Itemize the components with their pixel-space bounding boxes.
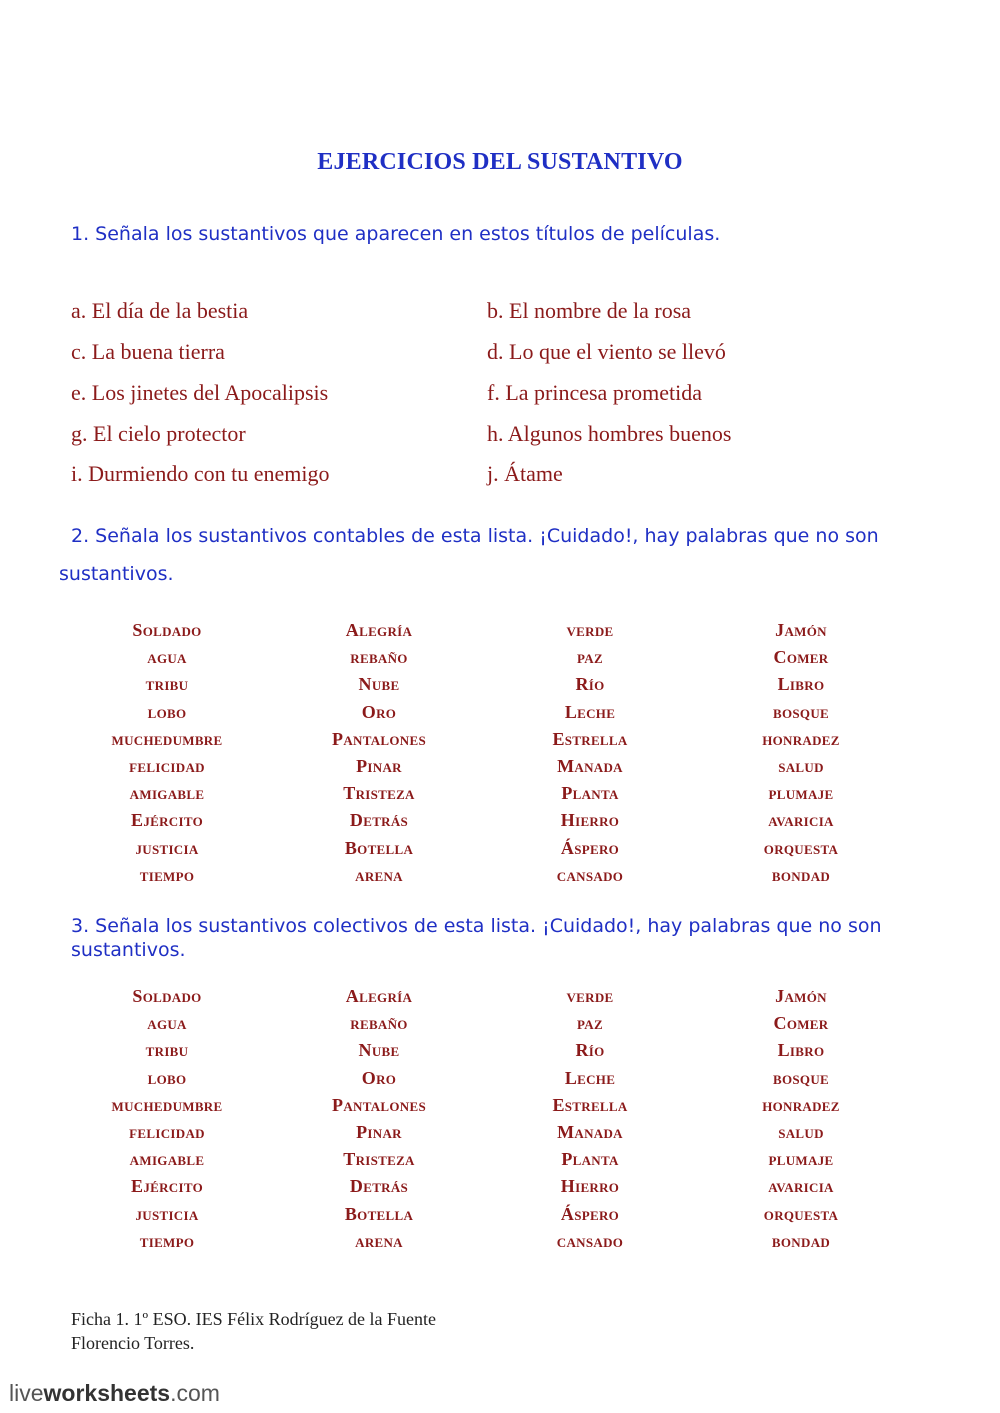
word-item[interactable]: agua [147, 1013, 187, 1033]
word-item[interactable]: verde [566, 620, 614, 640]
word-item[interactable]: avaricia [768, 1176, 834, 1196]
movie-title-item: j. Átame [487, 461, 563, 486]
word-item[interactable]: bondad [771, 865, 831, 885]
movie-title-item: a. El día de la bestia [71, 298, 249, 323]
word-item[interactable]: Botella [344, 838, 414, 858]
word-item[interactable]: Tristeza [343, 1149, 415, 1169]
movie-title-item: h. Algunos hombres buenos [487, 421, 732, 446]
word-item[interactable]: Áspero [560, 838, 620, 858]
word-item[interactable]: Planta [561, 1149, 619, 1169]
movie-title-item: g. El cielo protector [71, 421, 246, 446]
word-item[interactable]: tribu [145, 674, 189, 694]
word-item[interactable]: Estrella [552, 729, 628, 749]
word-item[interactable]: cansado [556, 865, 624, 885]
word-item[interactable]: Libro [777, 1040, 825, 1060]
word-item[interactable]: Pinar [356, 1122, 402, 1142]
word-item[interactable]: muchedumbre [111, 729, 223, 749]
word-item[interactable]: bondad [771, 1231, 831, 1251]
word-item[interactable]: lobo [147, 1068, 187, 1088]
word-item[interactable]: Botella [344, 1204, 414, 1224]
word-item[interactable]: tiempo [139, 865, 195, 885]
movie-title-item: e. Los jinetes del Apocalipsis [71, 380, 329, 405]
movie-title-item: c. La buena tierra [71, 339, 225, 364]
word-item[interactable]: Nube [358, 1040, 400, 1060]
word-item[interactable]: cansado [556, 1231, 624, 1251]
word-item[interactable]: Río [575, 674, 605, 694]
word-item[interactable]: Oro [361, 1068, 397, 1088]
word-item[interactable]: orquesta [763, 838, 839, 858]
word-item[interactable]: justicia [135, 1204, 199, 1224]
movie-title-item: i. Durmiendo con tu enemigo [71, 461, 330, 486]
word-item[interactable]: Áspero [560, 1204, 620, 1224]
brand-prefix: live [9, 1380, 44, 1406]
word-item[interactable]: Hierro [560, 810, 620, 830]
exercise-3-word-grid [0, 986, 1000, 1266]
word-item[interactable]: bosque [773, 1068, 829, 1088]
word-item[interactable]: bosque [773, 702, 829, 722]
word-item[interactable]: Estrella [552, 1095, 628, 1115]
word-item[interactable]: paz [577, 647, 603, 667]
footer-credit: Ficha 1. 1º ESO. IES Félix Rodríguez de la Fuente [71, 1309, 437, 1329]
word-item[interactable]: muchedumbre [111, 1095, 223, 1115]
word-item[interactable]: Manada [557, 1122, 623, 1142]
word-item[interactable]: rebaño [350, 647, 408, 667]
exercise-3-instruction: 3. Señala los sustantivos colectivos de esta lista. ¡Cuidado!, hay palabras que no son sustantivos. [71, 915, 882, 961]
word-item[interactable]: Ejército [131, 1176, 203, 1196]
brand-name: worksheets [43, 1380, 171, 1406]
word-item[interactable]: Alegría [345, 986, 413, 1006]
word-item[interactable]: Pinar [356, 756, 402, 776]
word-item[interactable]: paz [577, 1013, 603, 1033]
word-item[interactable]: felicidad [129, 756, 205, 776]
liveworksheets-logo[interactable] [9, 1380, 220, 1407]
word-item[interactable]: Oro [361, 702, 397, 722]
word-item[interactable]: Detrás [349, 810, 409, 830]
word-item[interactable]: Tristeza [343, 783, 415, 803]
word-item[interactable]: Pantalones [332, 729, 426, 749]
word-item[interactable]: justicia [135, 838, 199, 858]
word-item[interactable]: Manada [557, 756, 623, 776]
movie-title-item: b. El nombre de la rosa [487, 298, 692, 323]
word-item[interactable]: salud [778, 1122, 824, 1142]
word-item[interactable]: plumaje [768, 1149, 834, 1169]
word-item[interactable]: Pantalones [332, 1095, 426, 1115]
word-item[interactable]: Río [575, 1040, 605, 1060]
word-item[interactable]: rebaño [350, 1013, 408, 1033]
word-item[interactable]: honradez [762, 729, 840, 749]
word-item[interactable]: Soldado [132, 620, 202, 640]
word-item[interactable]: Hierro [560, 1176, 620, 1196]
word-item[interactable]: honradez [762, 1095, 840, 1115]
word-item[interactable]: plumaje [768, 783, 834, 803]
word-item[interactable]: lobo [147, 702, 187, 722]
word-item[interactable]: orquesta [763, 1204, 839, 1224]
exercise-1-instruction: 1. Señala los sustantivos que aparecen en estos títulos de películas. [71, 223, 721, 245]
word-item[interactable]: Nube [358, 674, 400, 694]
word-item[interactable]: Planta [561, 783, 619, 803]
word-item[interactable]: amigable [129, 1149, 205, 1169]
page-title: EJERCICIOS DEL SUSTANTIVO [317, 149, 683, 175]
word-item[interactable]: Ejército [131, 810, 203, 830]
word-item[interactable]: avaricia [768, 810, 834, 830]
movie-title-item: f. La princesa prometida [487, 380, 703, 405]
word-item[interactable]: tiempo [139, 1231, 195, 1251]
word-item[interactable]: Alegría [345, 620, 413, 640]
word-item[interactable]: felicidad [129, 1122, 205, 1142]
word-item[interactable]: Jamón [775, 986, 827, 1006]
word-item[interactable]: arena [355, 1231, 403, 1251]
word-item[interactable]: Comer [773, 1013, 829, 1033]
word-item[interactable]: verde [566, 986, 614, 1006]
word-item[interactable]: arena [355, 865, 403, 885]
movie-title-item: d. Lo que el viento se llevó [487, 339, 726, 364]
exercise-2-instruction-continued: sustantivos. [59, 563, 174, 585]
word-item[interactable]: Soldado [132, 986, 202, 1006]
exercise-2-word-grid [0, 620, 1000, 900]
word-item[interactable]: Detrás [349, 1176, 409, 1196]
word-item[interactable]: Jamón [775, 620, 827, 640]
footer-author: Florencio Torres. [71, 1333, 195, 1353]
brand-suffix: .com [170, 1380, 220, 1406]
exercise-2-instruction: 2. Señala los sustantivos contables de esta lista. ¡Cuidado!, hay palabras que no son [71, 525, 879, 547]
word-item[interactable]: tribu [145, 1040, 189, 1060]
word-item[interactable]: salud [778, 756, 824, 776]
word-item[interactable]: Comer [773, 647, 829, 667]
word-item[interactable]: Leche [564, 1068, 616, 1088]
word-item[interactable]: amigable [129, 783, 205, 803]
word-item[interactable]: Leche [564, 702, 616, 722]
word-item[interactable]: agua [147, 647, 187, 667]
word-item[interactable]: Libro [777, 674, 825, 694]
